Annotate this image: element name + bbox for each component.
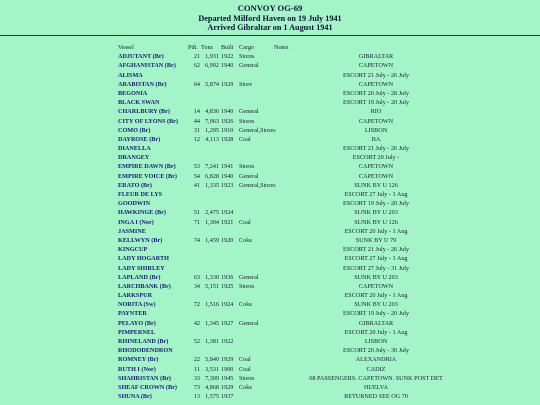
vessel-built: 1929 [221,383,234,391]
vessel-pdt: 74 [193,236,200,244]
vessel-pdt: 41 [193,181,200,189]
vessel-pdt: 71 [193,218,200,226]
table-row [118,162,540,171]
vessel-tons: 5,840 [205,356,219,364]
table-row [118,291,540,300]
table-row [118,190,540,199]
convoy-title: CONVOY OG-69 [237,3,303,13]
vessel-pdt: 62 [193,62,200,70]
vessel-cargo: Coal [239,365,251,373]
vessel-tons: 2,475 [205,209,219,217]
vessel-pdt: 14 [193,108,200,116]
vessel-notes: CAPETOWN [358,282,394,290]
column-header-tons: Tons [201,44,213,51]
vessel-built: 1910 [221,126,234,134]
vessel-notes: CAPETOWN [358,80,394,88]
vessel-tons: 1,459 [205,236,219,244]
vessel-tons: 7,241 [205,163,219,171]
vessel-name[interactable]: ALISMA [118,71,143,79]
vessel-tons: 4,113 [205,135,219,143]
vessel-pdt: 42 [193,319,200,327]
vessel-pdt: 31 [193,126,200,134]
vessel-name[interactable]: DAYROSE (Br) [118,135,161,143]
table-body [118,52,540,401]
vessel-notes: ESCORT 20 July - 1 Aug [344,227,408,235]
vessel-name[interactable]: HAWKINGE (Br) [118,209,166,217]
table-row [118,374,540,383]
vessel-cargo: Coke [239,301,253,309]
vessel-tons: 6,828 [205,172,219,180]
vessel-cargo: Stores [239,282,255,290]
column-header-pdt: Pdt. [188,44,198,51]
vessel-pdt: 73 [193,383,200,391]
vessel-pdt: 63 [193,273,200,281]
vessel-built: 1925 [221,282,234,290]
vessel-name[interactable]: PAYNTER [118,310,147,318]
vessel-notes: ESCORT 19 July - 20 July [342,310,410,318]
vessel-name[interactable]: ARABISTAN (Br) [118,80,167,88]
vessel-name[interactable]: COMO (Br) [118,126,151,134]
vessel-built: 1940 [221,172,234,180]
vessel-pdt: 53 [193,163,200,171]
vessel-built: 1924 [221,209,234,217]
vessel-name[interactable]: KINGCUP [118,246,148,254]
vessel-name[interactable]: SHUNA (Br) [118,393,152,401]
vessel-pdt: 51 [193,209,200,217]
table-row [118,346,540,355]
table-row [118,126,540,135]
table-row [118,245,540,254]
header-divider [0,35,540,36]
vessel-tons: 6,992 [205,62,219,70]
vessel-tons: 7,309 [205,374,219,382]
table-row [118,227,540,236]
table-row [118,328,540,337]
vessel-notes: ESCORT 19 July - 20 July [342,99,410,107]
vessel-name[interactable]: LARKSPUR [118,292,153,300]
vessel-notes: CAPETOWN [358,172,394,180]
table-row [118,52,540,61]
table-row [118,80,540,89]
vessel-name[interactable]: SHAHRISTAN (Br) [118,374,171,382]
vessel-cargo: Stores [239,53,255,61]
vessel-name[interactable]: KELLWYN (Br) [118,236,163,244]
table-row [118,181,540,190]
vessel-notes: GIBRALTAR [358,319,394,327]
vessel-notes: GIBRALTAR [358,53,394,61]
table-row [118,89,540,98]
vessel-notes: SUNK BY U 203 [354,273,398,281]
vessel-notes: ESCORT 21 July - 26 July [342,71,410,79]
vessel-cargo: Store [239,80,253,88]
vessel-name[interactable]: ADJUTANT (Br) [118,53,164,61]
table-row [118,254,540,263]
vessel-tons: 1,575 [205,393,219,401]
vessel-name[interactable]: PELAYO (Br) [118,319,156,327]
convoy-table [118,43,540,401]
vessel-pdt: 13 [193,393,200,401]
vessel-name[interactable]: NORITA (Sw) [118,301,156,309]
vessel-name[interactable]: GOODWIN [118,200,150,208]
vessel-pdt: 44 [193,117,200,125]
arrival-line: Arrived Gibraltar on 1 August 1941 [207,23,333,33]
vessel-tons: 4,836 [205,108,219,116]
vessel-notes: SUNK BY U 126 [354,181,398,189]
table-row [118,365,540,374]
vessel-notes: 68 PASSENGERS. CAPETOWN. SUNK POST DET [309,374,443,382]
table-row [118,236,540,245]
vessel-pdt: 54 [193,172,200,180]
vessel-tons: 1,516 [205,301,219,309]
vessel-notes: CAPETOWN [358,117,394,125]
vessel-notes: SUNK BY U 203 [354,209,398,217]
vessel-name[interactable]: LARCHBANK (Br) [118,282,171,290]
vessel-notes: BA [371,135,381,143]
vessel-tons: 4,868 [205,383,219,391]
vessel-built: 1922 [221,338,234,345]
vessel-pdt: 64 [193,80,200,88]
vessel-cargo: General [239,319,259,327]
vessel-cargo: General,Stores [239,126,276,134]
vessel-notes: ESCORT 21 July - 26 July [342,145,410,153]
vessel-pdt: 22 [193,356,200,364]
vessel-name[interactable]: DRANGEY [118,154,150,162]
vessel-notes: ESCORT 20 July - 1 Aug [344,292,408,300]
vessel-notes: RETURNED SEE OG 70 [344,393,408,401]
table-row [118,309,540,318]
table-row [118,117,540,126]
vessel-tons: 3,531 [205,365,219,373]
vessel-name[interactable]: LAPLAND (Br) [118,273,161,281]
table-row [118,264,540,273]
table-row [118,208,540,217]
document-header [0,0,540,33]
vessel-notes: ESCORT 19 July - 20 July [342,200,410,208]
vessel-built: 1941 [221,163,234,171]
vessel-notes: CAPETOWN [358,163,394,171]
column-header-vessel: Vessel [118,44,134,51]
vessel-pdt: 34 [193,282,200,290]
vessel-notes: CAPETOWN [358,62,394,70]
table-row [118,172,540,181]
vessel-built: 1928 [221,135,234,143]
vessel-notes: ALEXANDRIA [355,356,397,364]
vessel-notes: ESCORT 20 July - 28 July [342,89,410,97]
table-row [118,300,540,309]
vessel-built: 1924 [221,301,234,309]
vessel-name[interactable]: RHINELAND (Br) [118,338,169,345]
table-row [118,98,540,107]
vessel-name[interactable]: CITY OF LYONS (Br) [118,117,178,125]
column-header-notes: Notes [274,44,289,51]
vessel-name[interactable]: RHODODENDRON [118,347,173,355]
vessel-built: 1945 [221,374,234,382]
vessel-cargo: General [239,62,259,70]
vessel-name[interactable]: JASMINE [118,227,146,235]
vessel-notes: ESCORT 20 July - [352,154,400,162]
vessel-name[interactable]: CHARLBURY (Br) [118,108,170,116]
vessel-cargo: General [239,108,259,116]
table-row [118,61,540,70]
vessel-built: 1920 [221,236,234,244]
table-row [118,282,540,291]
vessel-cargo: Stores [239,163,255,171]
table-row [118,199,540,208]
table-row [118,135,540,144]
vessel-built: 1936 [221,273,234,281]
vessel-notes: RIO [370,108,382,116]
column-header-cargo: Cargo [239,44,255,51]
vessel-name[interactable]: BLACK SWAN [118,99,160,107]
vessel-tons: 1,931 [205,53,219,61]
vessel-built: 1940 [221,62,234,70]
vessel-built: 1927 [221,319,234,327]
vessel-pdt: 72 [193,301,200,309]
table-row [118,273,540,282]
vessel-name[interactable]: DIANELLA [118,145,151,153]
vessel-cargo: Coke [239,236,253,244]
vessel-name[interactable]: EMPIRE VOICE (Br) [118,172,177,180]
vessel-built: 1926 [221,117,234,125]
table-row [118,107,540,116]
vessel-name[interactable]: RUTH I (Nor) [118,365,156,373]
vessel-cargo: General [239,172,259,180]
vessel-tons: 1,330 [205,273,219,281]
vessel-notes: ESCORT 27 July - 1 Aug [344,191,408,198]
vessel-tons: 1,345 [205,319,219,327]
vessel-tons: 1,335 [205,181,219,189]
vessel-cargo: General,Stores [239,181,276,189]
table-row [118,144,540,153]
vessel-cargo: Coal [239,135,251,143]
vessel-built: 1929 [221,356,234,364]
vessel-notes: ESCORT 20 July - 30 July [342,347,410,355]
departure-line: Departed Milford Haven on 19 July 1941 [198,13,342,23]
table-row [118,218,540,227]
vessel-name[interactable]: FLEUR DE LYS [118,191,163,198]
vessel-tons: 5,874 [205,80,219,88]
vessel-built: 1923 [221,181,234,189]
vessel-name[interactable]: ERATO (Br) [118,181,152,189]
table-row [118,153,540,162]
table-row [118,383,540,392]
vessel-notes: SUNK BY U 126 [354,218,398,226]
vessel-built: 1921 [221,218,234,226]
vessel-name[interactable]: PIMPERNEL [118,328,156,336]
table-row [118,71,540,80]
vessel-name[interactable]: LADY HOGARTH [118,255,169,263]
table-header-row [118,43,540,52]
vessel-built: 1929 [221,80,234,88]
vessel-tons: 1,381 [205,338,219,345]
vessel-pdt: 52 [193,338,200,345]
vessel-name[interactable]: EMPIRE DAWN (Br) [118,163,176,171]
vessel-pdt: 11 [194,365,200,373]
vessel-name[interactable]: SHEAF CROWN (Br) [118,383,177,391]
vessel-pdt: 21 [193,53,200,61]
table-row [118,319,540,328]
vessel-name[interactable]: INGA I (Nor) [118,218,154,226]
vessel-notes: ESCORT 20 July - 1 Aug [344,328,408,336]
table-row [118,337,540,346]
vessel-name[interactable]: ROMNEY (Br) [118,356,159,364]
vessel-built: 1922 [221,53,234,61]
vessel-name[interactable]: LADY SHIRLEY [118,264,165,272]
vessel-tons: 5,151 [205,282,219,290]
vessel-pdt: 33 [193,374,200,382]
vessel-built: 1937 [221,393,234,401]
vessel-name[interactable]: AFGHANISTAN (Br) [118,62,176,70]
vessel-notes: CADIZ [366,365,386,373]
vessel-tons: 1,295 [205,126,219,134]
vessel-cargo: Coal [239,218,251,226]
vessel-cargo: General [239,273,259,281]
column-header-built: Built [221,44,234,51]
table-row [118,355,540,364]
vessel-tons: 7,063 [205,117,219,125]
vessel-notes: ESCORT 21 July - 26 July [342,246,410,254]
vessel-notes: ESCORT 27 July - 1 Aug [344,255,408,263]
vessel-notes: ESCORT 27 July - 31 July [342,264,410,272]
vessel-notes: HUELVA [363,383,389,391]
vessel-tons: 1,304 [205,218,219,226]
vessel-pdt: 12 [193,135,200,143]
vessel-notes: SUNK BY U 79 [355,236,397,244]
vessel-cargo: Stores [239,374,255,382]
vessel-name[interactable]: BEGONIA [118,89,148,97]
vessel-cargo: Coke [239,383,253,391]
vessel-notes: SUNK BY U 203 [354,301,398,309]
vessel-built: 1900 [221,365,234,373]
vessel-built: 1940 [221,108,234,116]
vessel-cargo: Stores [239,117,255,125]
vessel-cargo: Coal [239,356,251,364]
vessel-notes: LISBON [364,338,388,345]
table-row [118,392,540,401]
vessel-notes: LISBON [364,126,388,134]
